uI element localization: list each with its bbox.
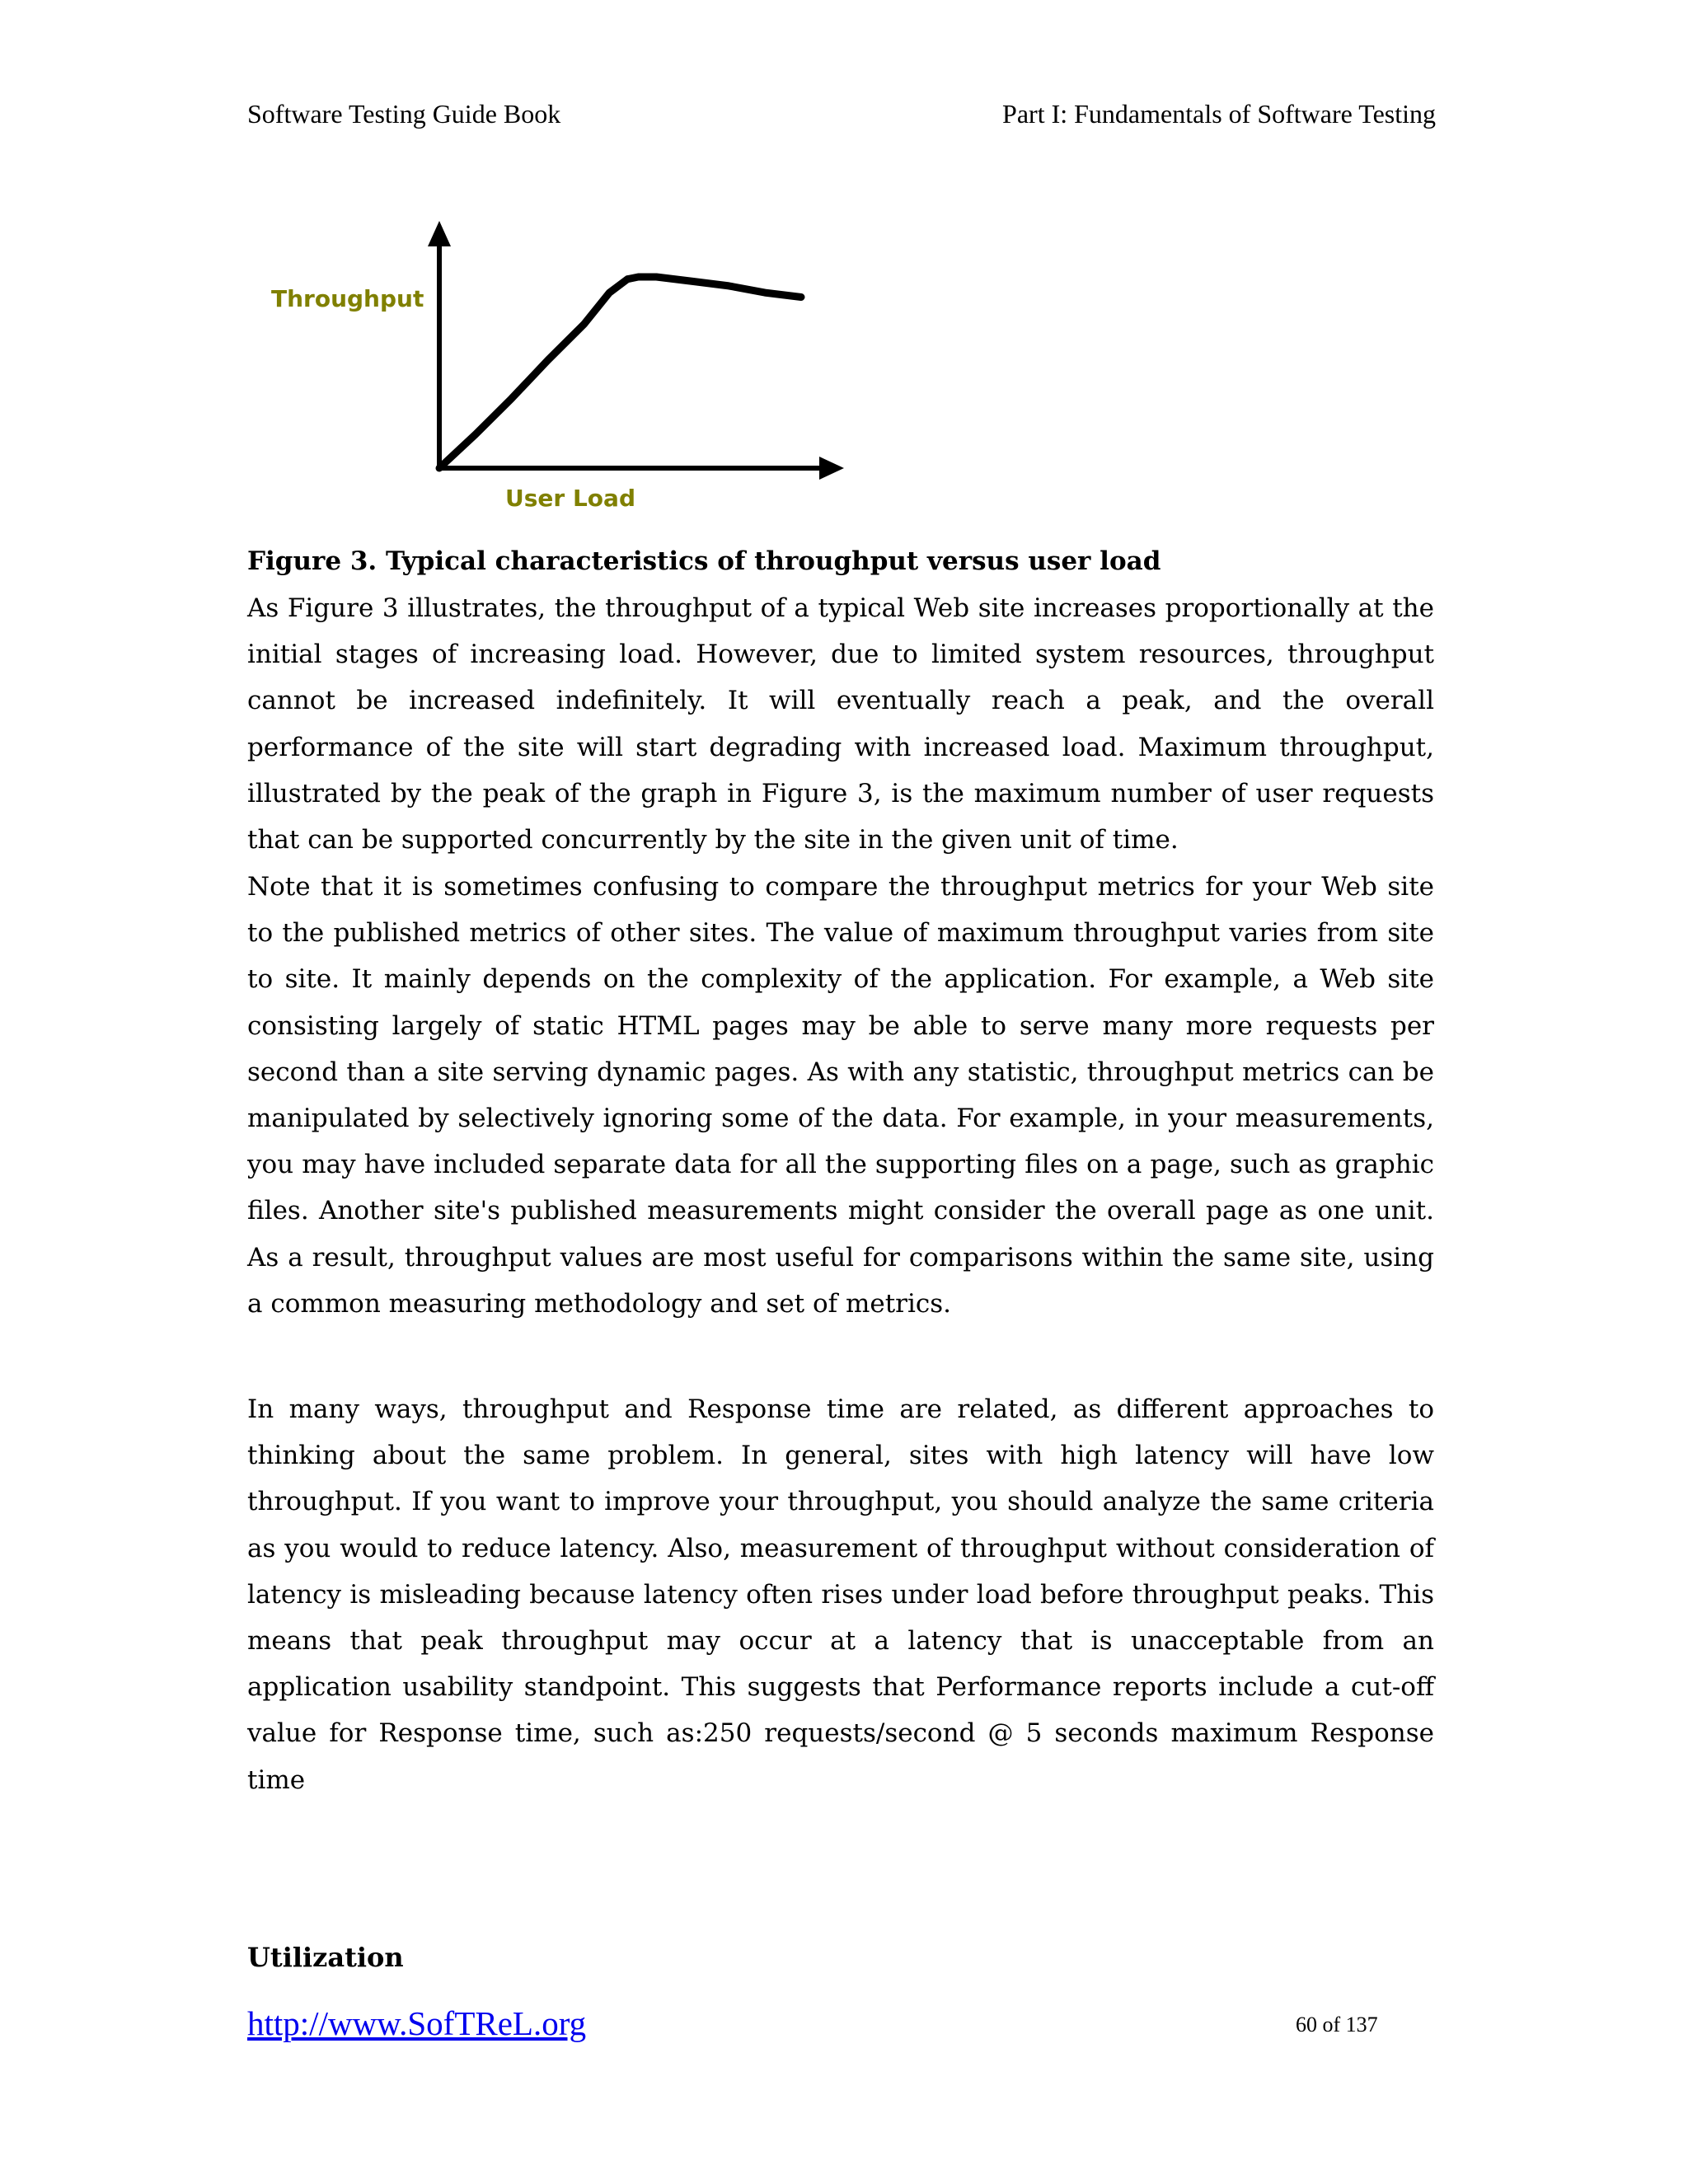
page-number: 60 of 137 — [1296, 2013, 1378, 2036]
paragraph-throughput-comparison: Note that it is sometimes confusing to compare the throughput metrics for your Web site to the published metrics of other sites. The value of maximum throughput varies from site to site. It mainly depends on the complexity of the application. For example, a Web site consisting largely of static HTML pages may be able to serve many more requests per second than a site serving dynamic pages. As with any statistic, throughput metrics can be manipulated by selectively ignoring some of the data. For example, in your measurements, you may have included separate data for all the supporting files on a page, such as graphic files. Another site's published measurements might consider the overall page as one unit. As a result, throughput values are most useful for comparisons within the same site, using a common measuring methodology and set of metrics. — [247, 872, 1434, 1319]
paragraph-throughput-latency: In many ways, throughput and Response time are related, as different approaches to thinking about the same problem. In general, sites with high latency will have low throughput. If you want to improve your throughput, you should analyze the same criteria as you would to reduce latency. Also, measurement of throughput without consideration of latency is misleading because latency often rises under load before throughput peaks. This means that peak throughput may occur at a latency that is unacceptable from an application usability standpoint. This suggests that Performance reports include a cut-off value for Response time, such as:250 requests/second @ 5 seconds maximum Response time — [247, 1394, 1434, 1795]
throughput-chart — [259, 210, 869, 523]
x-axis-arrow-icon — [819, 457, 844, 480]
figure-caption: Figure 3. Typical characteristics of throughput versus user load — [247, 546, 1161, 576]
y-axis-label: Throughput — [271, 285, 424, 312]
header-part-title: Part I: Fundamentals of Software Testing — [1002, 99, 1436, 129]
header-book-title: Software Testing Guide Book — [247, 99, 561, 129]
throughput-figure — [259, 210, 869, 523]
paragraph-throughput-peak: As Figure 3 illustrates, the throughput of a typical Web site increases proportionally at the initial stages of increasing load. However, due to limited system resources, throughput cannot be increased indefinitely. It will eventually reach a peak, and the overall performance of the site will start degrading with increased load. Maximum throughput, illustrated by the peak of the graph in Figure 3, is the maximum number of user requests that can be supported concurrently by the site in the given unit of time. — [247, 593, 1434, 855]
section-heading-utilization: Utilization — [247, 1942, 404, 1973]
throughput-series-line — [439, 277, 801, 468]
footer-website-link[interactable]: http://www.SofTReL.org — [247, 2004, 587, 2042]
x-axis-label: User Load — [505, 485, 635, 512]
y-axis-arrow-icon — [428, 221, 451, 246]
